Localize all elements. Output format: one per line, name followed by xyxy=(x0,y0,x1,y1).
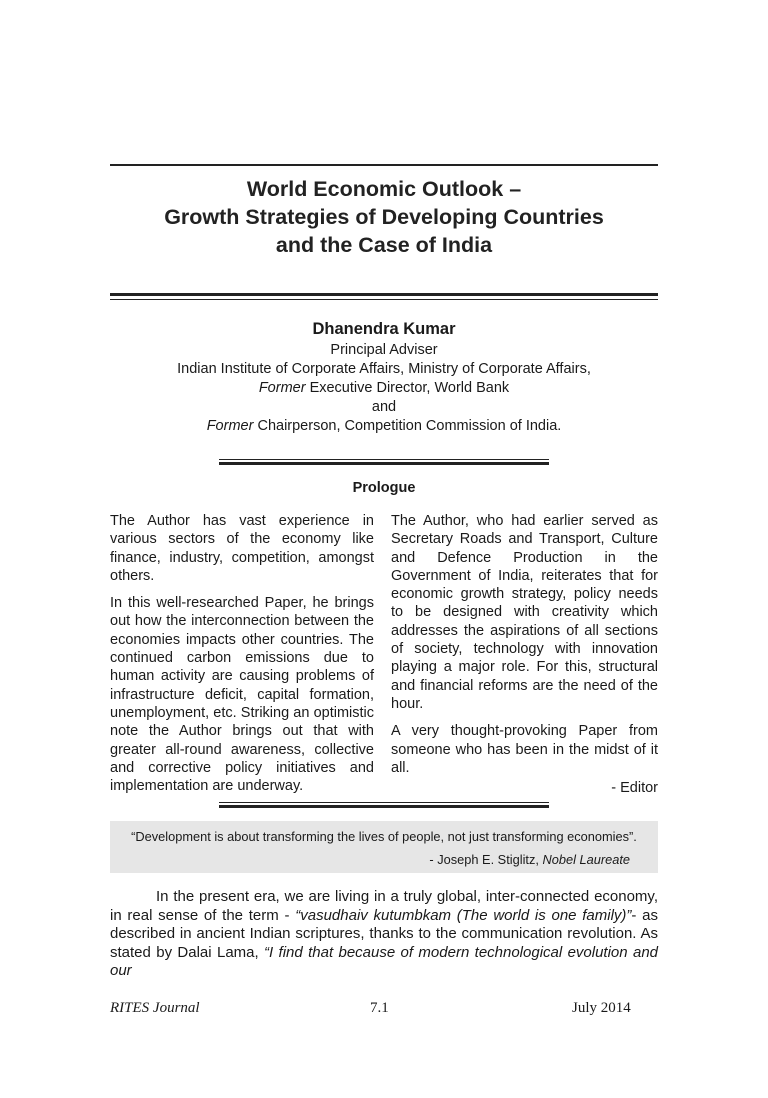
title-rule-thin xyxy=(110,299,658,300)
author-role: Principal Adviser xyxy=(330,342,438,358)
title-line-3: and the Case of India xyxy=(275,233,493,257)
author-former-1 xyxy=(110,379,658,398)
quote-attribution-name: - Joseph E. Stiglitz, xyxy=(429,852,543,867)
body-text xyxy=(110,888,658,981)
prologue-left-paragraph-1: The Author has vast experience in various sectors of the economy like finance, industry, competition, amongst others. xyxy=(110,513,374,584)
footer-journal: RITES Journal xyxy=(110,1000,200,1016)
author-and: and xyxy=(371,399,397,415)
prologue-rule-bottom-thick xyxy=(219,805,549,808)
title-line-2: Growth Strategies of Developing Countries xyxy=(164,205,604,229)
footer-page-number: 7.1 xyxy=(370,1000,389,1016)
article-title xyxy=(110,175,658,259)
prologue-rule-top-thin xyxy=(219,459,549,460)
prologue-heading: Prologue xyxy=(352,480,416,496)
title-rule-thick xyxy=(110,293,658,296)
body-p1-italic-2: “I find that because of modern technological evolution and our xyxy=(110,943,659,980)
former-1-prefix: Former xyxy=(258,380,306,396)
prologue-right-column xyxy=(391,512,658,797)
footer-date: July 2014 xyxy=(572,1000,631,1016)
body-paragraph-1 xyxy=(110,888,658,981)
body-p1-italic-1: “vasudhaiv kutumbkam (The world is one family)” xyxy=(295,906,632,924)
quote-text: “Development is about transforming the lives of people, not just transforming economies”. xyxy=(131,829,637,844)
quote-attribution-title: Nobel Laureate xyxy=(542,852,630,867)
author-former-2 xyxy=(110,417,658,436)
body-p1-part-b: - as described in ancient Indian scriptures, thanks to the communication revolution. As stated by Dalai Lama, xyxy=(110,906,658,961)
top-rule xyxy=(110,164,658,166)
former-1-rest: Executive Director, World Bank xyxy=(305,380,510,396)
body-p1-part-a: In the present era, we are living in a truly global, inter-connected economy, in real sense of the term - xyxy=(110,888,658,924)
prologue-left-column xyxy=(110,512,374,804)
former-2-rest: Chairperson, Competition Commission of India. xyxy=(253,418,562,434)
author-name: Dhanendra Kumar xyxy=(312,320,456,338)
prologue-right-paragraph-2: A very thought-provoking Paper from someone who has been in the midst of it all. xyxy=(391,723,658,776)
author-block xyxy=(110,318,658,436)
quote-box xyxy=(110,821,658,873)
quote-attribution xyxy=(429,852,630,867)
prologue-right-paragraph-1: The Author, who had earlier served as Secretary Roads and Transport, Culture and Defence Production in the Government of India, reiterates that for economic growth strategy, policy needs to be designed with creativity which addresses the aspirations of all sections of society, technology with innovation playing a major role. For this, structural and financial reforms are the need of the hour. xyxy=(391,513,658,712)
title-line-1: World Economic Outlook – xyxy=(246,177,522,201)
editor-signature: - Editor xyxy=(611,780,658,797)
author-institute: Indian Institute of Corporate Affairs, Ministry of Corporate Affairs, xyxy=(177,361,591,377)
prologue-rule-bottom-thin xyxy=(219,802,549,803)
prologue-left-paragraph-2: In this well-researched Paper, he brings out how the interconnection between the economies impacts other countries. The continued carbon emissions due to human activity are causing problems of infrastructure deficit, capital formation, unemployment, etc. Striking an optimistic note the Author brings out that with greater all-round awareness, collective and corrective policy initiatives and implementation are underway. xyxy=(110,595,374,795)
former-2-prefix: Former xyxy=(206,418,254,434)
prologue-rule-top-thick xyxy=(219,462,549,465)
